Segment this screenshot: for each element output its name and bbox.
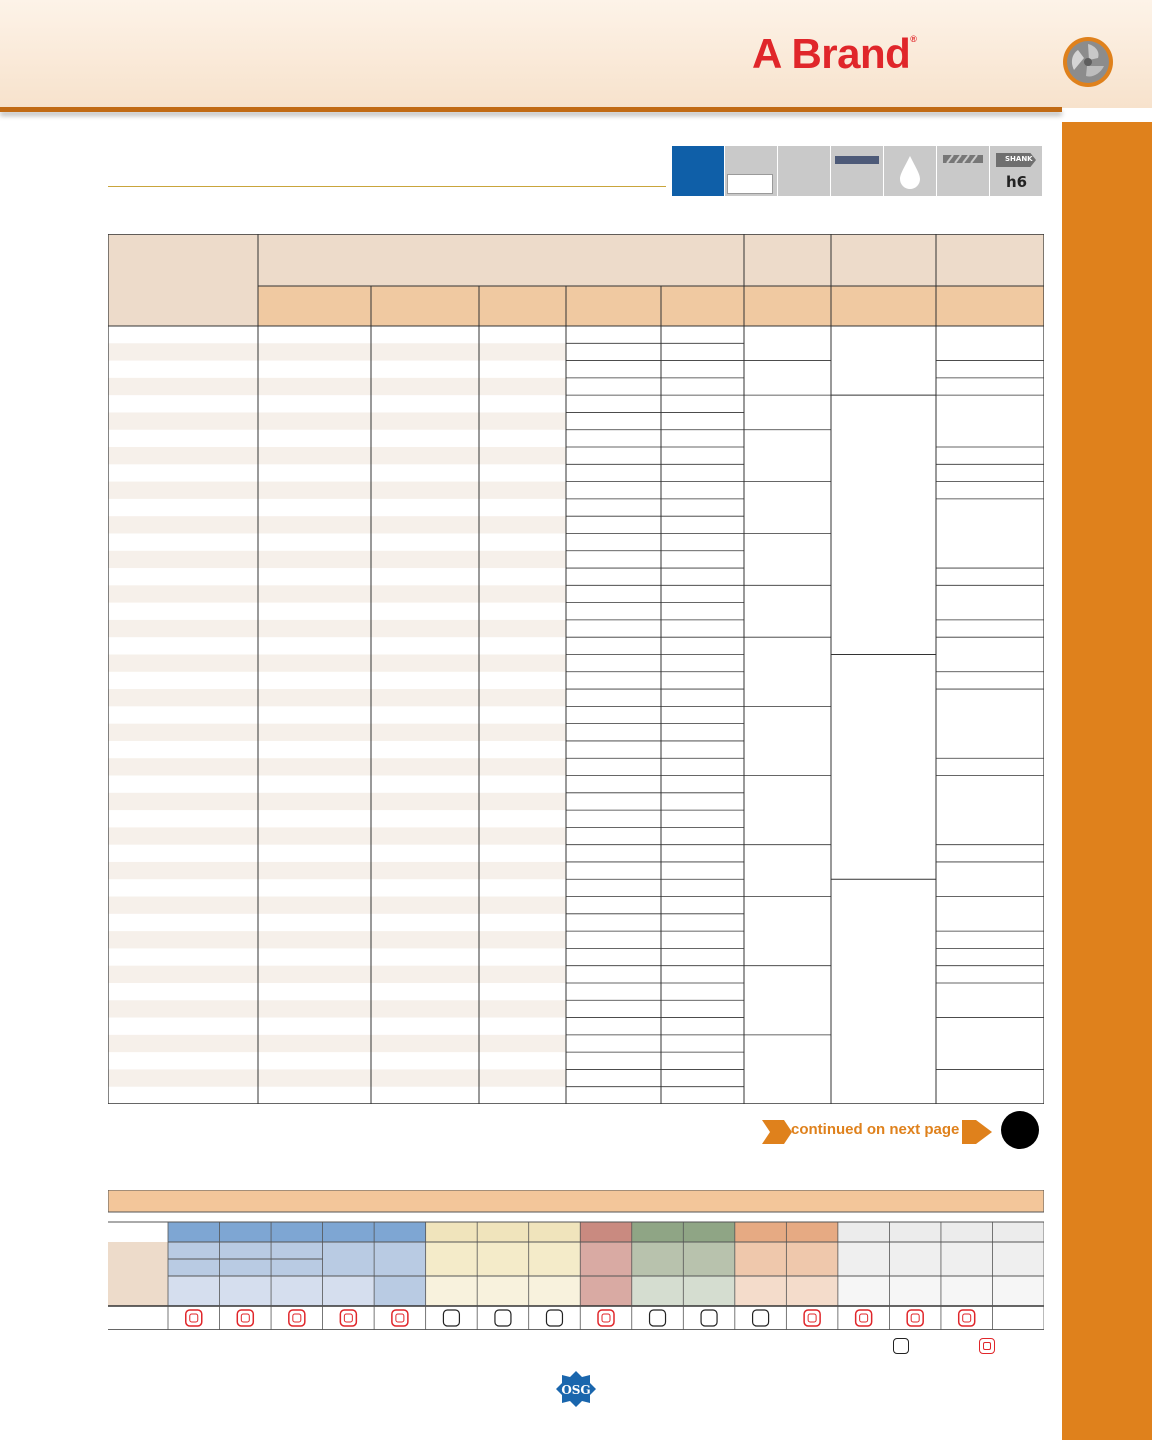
table-row [108, 827, 566, 844]
section-dot-icon [1001, 1111, 1039, 1149]
material-subheader2 [992, 1276, 1044, 1306]
material-subheader [786, 1242, 838, 1276]
table-row [108, 620, 566, 637]
recommended-mark-icon [186, 1310, 202, 1326]
material-subheader [889, 1242, 941, 1276]
material-subheader2 [889, 1276, 941, 1306]
table-row [108, 585, 566, 602]
end-mill-logo-icon [1062, 36, 1114, 88]
suitable-mark-icon [495, 1310, 511, 1326]
material-subheader [735, 1242, 787, 1276]
table-row [108, 1035, 566, 1052]
suitable-mark-icon [443, 1310, 459, 1326]
continued-label: continued on next page [791, 1121, 960, 1138]
recommended-mark-icon [959, 1310, 975, 1326]
legend-ok-icon [893, 1338, 909, 1354]
material-subheader [683, 1242, 735, 1276]
header-divider [0, 107, 1062, 112]
material-subheader2 [786, 1276, 838, 1306]
material-subheader2 [735, 1276, 787, 1306]
recommended-mark-icon [804, 1310, 820, 1326]
shank-profile-icon [725, 146, 777, 196]
title-underline [108, 186, 666, 187]
material-subheader [477, 1242, 529, 1276]
table-row [108, 793, 566, 810]
table-row [108, 412, 566, 429]
material-subheader2 [632, 1276, 684, 1306]
material-table [108, 1190, 1044, 1330]
page-header [0, 0, 1152, 108]
suitable-mark-icon [701, 1310, 717, 1326]
suitable-mark-icon [753, 1310, 769, 1326]
table-row [108, 1069, 566, 1086]
header-row-sub [258, 286, 1044, 326]
material-group-header [426, 1222, 581, 1242]
table-row [108, 654, 566, 671]
material-subheader2 [838, 1276, 890, 1306]
shank-label: SHANK [1005, 155, 1033, 163]
table-row [108, 516, 566, 533]
left-arrow-icon [762, 1120, 792, 1144]
table-row [108, 897, 566, 914]
material-subheader2 [477, 1276, 529, 1306]
material-subheader [632, 1242, 684, 1276]
coolant-drop-icon [884, 146, 936, 196]
osg-logo-icon [556, 1369, 596, 1409]
table-row [108, 551, 566, 568]
recommended-mark-icon [392, 1310, 408, 1326]
suitable-mark-icon [546, 1310, 562, 1326]
table-row [108, 862, 566, 879]
blank-tile-icon [778, 146, 830, 196]
table-row [108, 378, 566, 395]
material-subheader [992, 1242, 1044, 1276]
helix-stripes-icon [937, 146, 989, 196]
material-subheader2 [271, 1276, 323, 1306]
registered-mark: ® [910, 34, 917, 44]
material-subheader [374, 1242, 426, 1276]
material-subheader [941, 1242, 993, 1276]
section-sidebar [1062, 122, 1152, 1440]
recommended-mark-icon [598, 1310, 614, 1326]
recommended-mark-icon [289, 1310, 305, 1326]
flute-length-icon [831, 146, 883, 196]
header-row-top [108, 234, 1044, 286]
recommended-mark-icon [237, 1310, 253, 1326]
material-subheader [838, 1242, 890, 1276]
right-arrow-icon [962, 1120, 992, 1144]
material-title-bar [108, 1190, 1044, 1212]
table-row [108, 931, 566, 948]
table-row [108, 966, 566, 983]
table-row [108, 724, 566, 741]
table-row [108, 343, 566, 360]
recommended-mark-icon [856, 1310, 872, 1326]
material-subheader [529, 1242, 581, 1276]
material-subheader2 [374, 1276, 426, 1306]
recommended-mark-icon [340, 1310, 356, 1326]
table-row [108, 447, 566, 464]
suitable-mark-icon [650, 1310, 666, 1326]
table-row [108, 689, 566, 706]
table-row [108, 482, 566, 499]
material-subheader2 [529, 1276, 581, 1306]
table-row [108, 1000, 566, 1017]
material-subheader [323, 1242, 375, 1276]
table-row [108, 758, 566, 775]
material-subheader [426, 1242, 478, 1276]
brand-title [752, 30, 916, 78]
coating-swatch-icon [672, 146, 724, 196]
material-label-cell [108, 1242, 168, 1306]
material-group-header [168, 1222, 426, 1242]
material-group-header [580, 1222, 632, 1242]
material-subheader2 [168, 1276, 220, 1306]
svg-text:OSG: OSG [561, 1383, 591, 1397]
spec-table [108, 234, 1044, 1104]
material-subheader2 [683, 1276, 735, 1306]
recommended-mark-icon [907, 1310, 923, 1326]
material-subheader2 [220, 1276, 272, 1306]
material-subheader2 [426, 1276, 478, 1306]
shank-tolerance-icon [990, 146, 1042, 196]
material-subheader2 [323, 1276, 375, 1306]
material-subheader [580, 1242, 632, 1276]
shank-h6-value: h6 [1006, 173, 1028, 191]
legend-recommended-icon [979, 1338, 995, 1354]
material-subheader2 [941, 1276, 993, 1306]
material-subheader2 [580, 1276, 632, 1306]
brand-name: A Brand [752, 30, 911, 77]
